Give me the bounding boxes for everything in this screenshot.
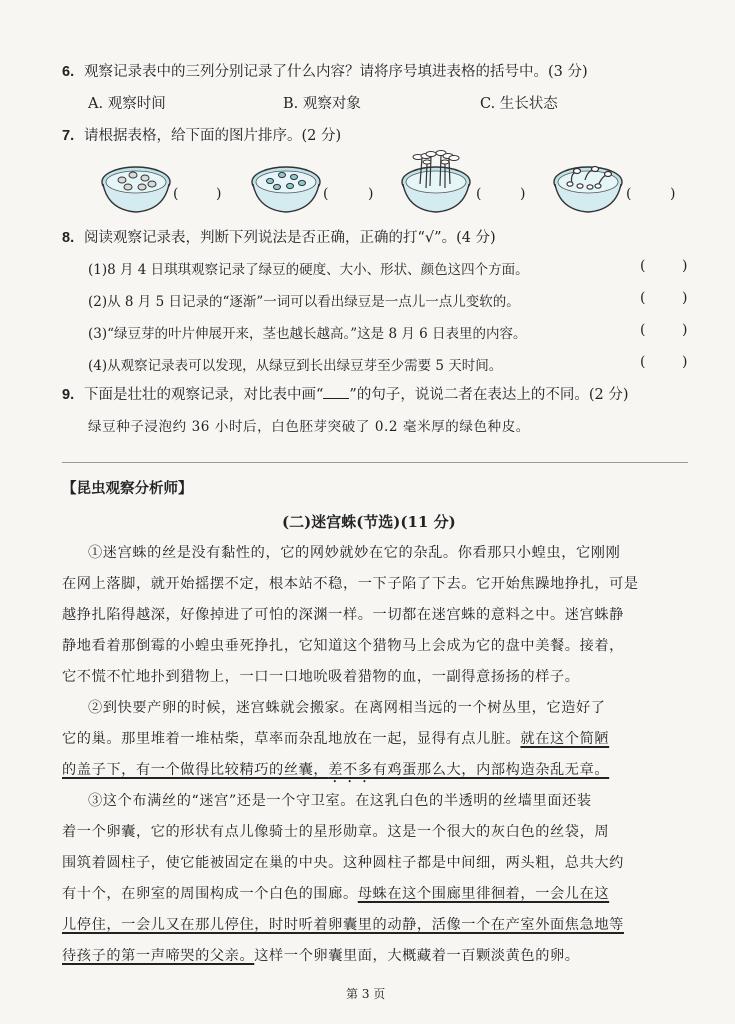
statement-4: (4)从观察记录表可以发现，从绿豆到长出绿豆芽至少需要 5 天时间。 <box>88 358 503 374</box>
passage-line <box>62 728 609 748</box>
statement-3: (3)“绿豆芽的叶片伸展开来，茎也越长越高。”这是 8 月 6 日表里的内容。 <box>88 326 527 342</box>
question-number: 6. <box>62 64 75 80</box>
passage-line: ③这个布满丝的“迷宫”还是一个守卫室。在这乳白色的半透明的丝墙里面还装 <box>88 793 592 809</box>
passage-text: 这样一个卵囊里面，大概藏着一百颗淡黄色的卵。 <box>254 948 580 964</box>
question-number: 8. <box>62 230 75 246</box>
question-6 <box>62 60 588 81</box>
question-text: 观察记录表中的三列分别记录了什么内容？请将序号填进表格的括号中。(3 分) <box>84 64 588 80</box>
passage-line: ②到快要产卵的时候，迷宫蛛就会搬家。在离网相当远的一个树丛里，它造好了 <box>88 700 606 716</box>
passage-line: 在网上落脚，就开始摇摆不定，根本站不稳，一下子陷了下去。它开始焦躁地挣扎，可是 <box>62 576 639 592</box>
answer-paren-open: ( <box>640 258 646 274</box>
question-text: 阅读观察记录表，判断下列说法是否正确，正确的打“√”。(4 分) <box>84 230 496 246</box>
passage-line <box>62 945 580 965</box>
option-c: C. 生长状态 <box>480 96 558 112</box>
passage-line: 着一个卵囊，它的形状有点儿像骑士的星形勋章。这是一个很大的灰白色的丝袋，周 <box>62 824 610 840</box>
passage-title: (二)迷宫蛛(节选)(11 分) <box>282 513 456 531</box>
answer-paren-open: ( <box>173 186 179 202</box>
answer-paren-close: ) <box>682 322 688 338</box>
bowl-image-1 <box>100 158 172 220</box>
answer-paren-open: ( <box>476 186 482 202</box>
question-number: 9. <box>62 387 75 403</box>
section-divider <box>62 462 688 463</box>
question-9 <box>62 383 628 404</box>
bowl-image-2 <box>250 158 322 220</box>
underlined-sentence: 待孩子的第一声啼哭的父亲。 <box>62 948 255 964</box>
question-8 <box>62 226 496 247</box>
answer-paren-close: ) <box>682 290 688 306</box>
small-sprouts-bowl-icon <box>552 156 624 216</box>
answer-paren-close: ) <box>682 354 688 370</box>
answer-paren-open: ( <box>640 290 646 306</box>
plain-beans-bowl-icon <box>250 158 322 216</box>
question-7 <box>62 124 341 145</box>
question-number: 7. <box>62 128 75 144</box>
passage-line: 围筑着圆柱子，使它能被固定在巢的中央。这种圆柱子都是中间细，两头粗，总共大约 <box>62 855 624 871</box>
underlined-text: 有鸡蛋那么大，内部构造杂乱无章。 <box>372 762 610 778</box>
section-label: 【昆虫观察分析师】 <box>62 480 193 497</box>
answer-paren-close: ) <box>670 186 676 202</box>
answer-paren-open: ( <box>323 186 329 202</box>
answer-paren-close: ) <box>368 186 374 202</box>
statement-2: (2)从 8 月 5 日记录的“逐渐”一词可以看出绿豆是一点儿一点儿变软的。 <box>88 294 520 310</box>
answer-paren-open: ( <box>640 354 646 370</box>
underlined-text: 的盖子下，有一个做得比较精巧的丝囊， <box>62 762 329 778</box>
option-b: B. 观察对象 <box>283 96 361 112</box>
page-number: 第 3 页 <box>346 987 386 1001</box>
question-text: 请根据表格，给下面的图片排序。(2 分) <box>84 128 342 144</box>
passage-line: 静地看着那倒霉的小蝗虫垂死挣扎，它知道这个猎物马上会成为它的盘中美餐。接着， <box>62 638 624 654</box>
bowl-image-3 <box>400 150 472 220</box>
passage-line <box>62 883 609 903</box>
tall-sprouts-bowl-icon <box>400 150 472 216</box>
option-a: A. 观察时间 <box>88 96 166 112</box>
statement-1: (1)8 月 4 日琪琪观察记录了绿豆的硬度、大小、形状、颜色这四个方面。 <box>88 262 529 278</box>
passage-line: 越挣扎陷得越深，好像掉进了可怕的深渊一样。一切都在迷宫蛛的意料之中。迷宫蛛静 <box>62 607 624 623</box>
answer-paren-close: ) <box>682 258 688 274</box>
answer-paren-close: ) <box>216 186 222 202</box>
passage-line: ①迷宫蛛的丝是没有黏性的，它的网妙就妙在它的杂乱。你看那只小蝗虫，它刚刚 <box>88 545 621 561</box>
question-text-before: 下面是壮壮的观察记录，对比表中画“ <box>84 387 324 403</box>
observation-quote: 绿豆种子浸泡约 36 小时后，白色胚芽突破了 0.2 毫米厚的绿色种皮。 <box>88 419 530 435</box>
passage-text: 有十个，在卵室的周围构成一个白色的围廊。 <box>62 886 358 902</box>
passage-text: 它的巢。那里堆着一堆枯柴，草率而杂乱地放在一起，显得有点儿脏。 <box>62 731 521 747</box>
soaked-beans-bowl-icon <box>100 158 172 216</box>
bowl-image-4 <box>552 156 624 220</box>
underlined-sentence: 母蛛在这个围廊里徘徊着，一会儿在这 <box>357 886 610 902</box>
underline-symbol <box>323 388 349 399</box>
underlined-sentence: 儿停住，一会儿又在那儿停住，时时听着卵囊里的动静，活像一个在产室外面焦急地等 <box>62 917 624 933</box>
answer-paren-open: ( <box>640 322 646 338</box>
underlined-sentence: 就在这个简陋 <box>520 731 610 747</box>
answer-paren-open: ( <box>626 186 632 202</box>
passage-line <box>62 759 609 786</box>
passage-line: 它不慌不忙地扑到猎物上，一口一口地吮吸着猎物的血，一副得意扬扬的样子。 <box>62 669 580 685</box>
question-text-after: ”的句子，说说二者在表达上的不同。(2 分) <box>349 387 629 403</box>
underlined-sentence <box>62 762 609 778</box>
dotted-emphasis-word: 差不多 <box>328 762 373 778</box>
answer-paren-close: ) <box>520 186 526 202</box>
